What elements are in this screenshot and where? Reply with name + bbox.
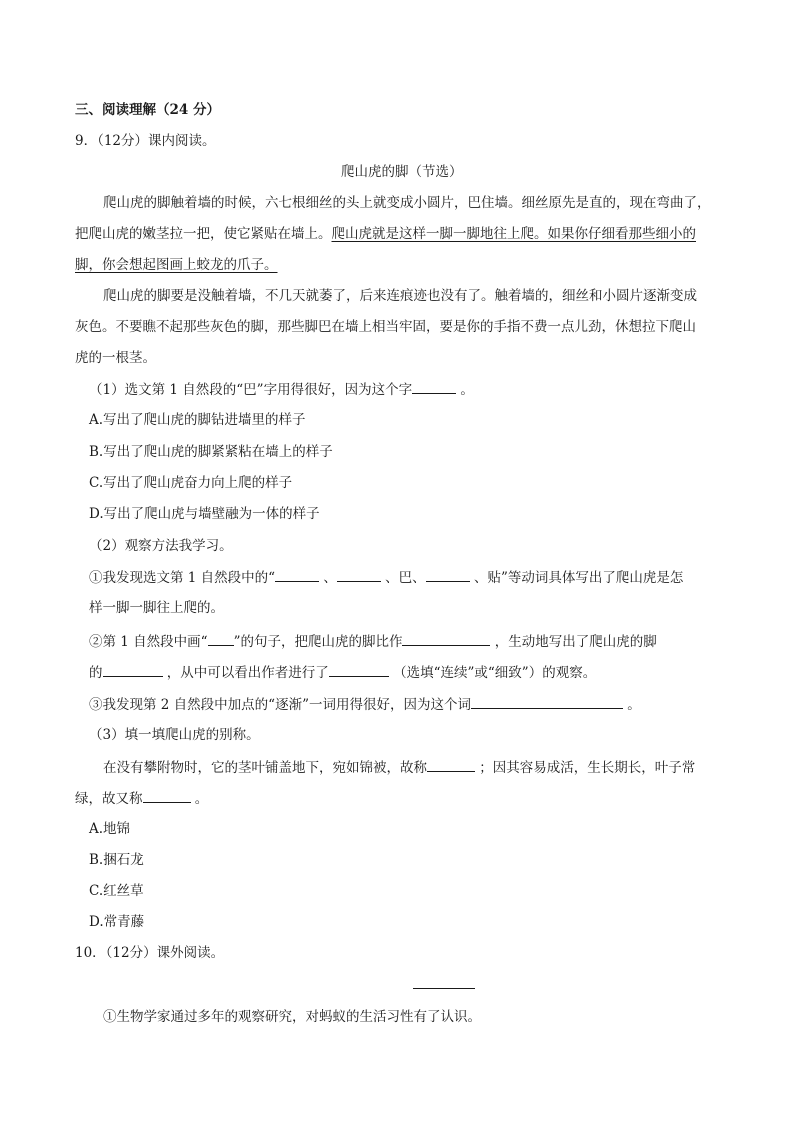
sub2-item2-text: ”的句子，把爬山虎的脚比作 [233,634,403,650]
question-10-header: 10．（12分）课外阅读。 [75,945,225,961]
underlined-sentence-cont: 脚，你会想起图画上蛟龙的爪子。 [75,257,278,273]
sub2-item1-sep: 、巴、 [380,570,426,586]
passage-p2-line1: 爬山虎的脚要是没触着墙，不几天就萎了，后来连痕迹也没有了。触着墙的，细丝和小圆片逐渐变成 [103,288,697,304]
passage-title: 爬山虎的脚（节选） [341,164,463,180]
passage-p1-line2 [75,225,696,243]
sub2-item1-line2: 样一脚一脚往上爬的。 [89,600,224,616]
sub2-item2-text: ②第 1 自然段中画“ [89,634,208,650]
sub3-text: ；因其容易成活，生长期长，叶子常 [475,760,696,776]
sub3-line1 [103,758,695,777]
sub2-stem: （2）观察方法我学习。 [89,538,233,554]
sub3-text-end: 。 [190,791,209,807]
sub2-item3-text: ③我发现第 2 自然段中加点的“逐渐”一词用得很好，因为这个词 [89,697,471,713]
sub1-option-d: D.写出了爬山虎与墙壁融为一体的样子 [89,506,320,522]
answer-blank[interactable] [329,663,389,677]
answer-blank[interactable] [402,632,490,646]
sub2-item2-text: 的 [89,665,103,681]
sub2-item1-text-end: 、贴”等动词具体写出了爬山虎是怎 [469,570,684,586]
sub3-text: 绿，故又称 [75,791,143,807]
sub2-item3 [89,695,641,714]
q10-title-blank[interactable] [413,988,475,989]
passage-p2-line3: 虎的一根茎。 [75,350,156,366]
sub2-item2-text: （选填“连续”或“细致”）的观察。 [388,665,597,681]
answer-blank[interactable] [427,758,475,772]
sub2-item1-line1 [89,568,683,587]
passage-p1-line2-text: 把爬山虎的嫩茎拉一把，使它紧贴在墙上。 [75,226,332,242]
passage-p1-line3 [75,256,278,274]
answer-blank[interactable] [426,568,470,582]
sub3-stem: （3）填一填爬山虎的别称。 [89,727,260,743]
passage-p1-line1: 爬山虎的脚触着墙的时候，六七根细丝的头上就变成小圆片，巴住墙。细丝原先是直的，现在弯曲了， [103,195,711,211]
sub1-stem-text: （1）选文第 1 自然段的“巴”字用得很好，因为这个字 [89,382,413,398]
answer-blank[interactable] [275,568,319,582]
sub2-item1-sep: 、 [319,570,337,586]
sub2-item2-text: ，生动地写出了爬山虎的脚 [490,634,657,650]
section-header: 三、阅读理解（24 分） [75,102,220,118]
sub1-stem-end: 。 [456,382,474,398]
answer-blank[interactable] [337,568,381,582]
question-9-header: 9．（12分）课内阅读。 [75,133,216,149]
sub1-option-a: A.写出了爬山虎的脚钻进墙里的样子 [89,412,306,428]
answer-blank[interactable] [412,380,456,394]
sub3-text: 在没有攀附物时，它的茎叶铺盖地下，宛如锦被，故称 [103,760,427,776]
answer-blank[interactable] [471,695,623,709]
passage-p2-line2: 灰色。不要瞧不起那些灰色的脚，那些脚巴在墙上相当牢固，要是你的手指不费一点儿劲，休想拉下爬山 [75,319,696,335]
sub2-item3-end: 。 [622,697,641,713]
sub3-option-c: C.红丝草 [89,883,144,899]
q10-paragraph-1: ①生物学家通过多年的观察研究，对蚂蚁的生活习性有了认识。 [103,1009,481,1025]
sub1-stem [89,380,474,399]
sub1-option-c: C.写出了爬山虎奋力向上爬的样子 [89,475,293,491]
sub3-option-a: A.地锦 [89,821,131,837]
sub2-item2-text: ，从中可以看出作者进行了 [162,665,329,681]
sub2-item1-text: ①我发现选文第 1 自然段中的“ [89,570,276,586]
sub2-item2-line1 [89,632,657,651]
sub3-option-d: D.常青藤 [89,914,145,930]
sub2-item2-line2 [89,663,596,682]
sub1-option-b: B.写出了爬山虎的脚紧紧粘在墙上的样子 [89,444,333,460]
answer-blank[interactable] [103,663,163,677]
sub3-option-b: B.捆石龙 [89,852,144,868]
line-sample [208,632,234,646]
sub3-line2 [75,789,208,808]
answer-blank[interactable] [143,789,191,803]
underlined-sentence: 爬山虎就是这样一脚一脚地往上爬。如果你仔细看那些细小的 [331,226,696,242]
